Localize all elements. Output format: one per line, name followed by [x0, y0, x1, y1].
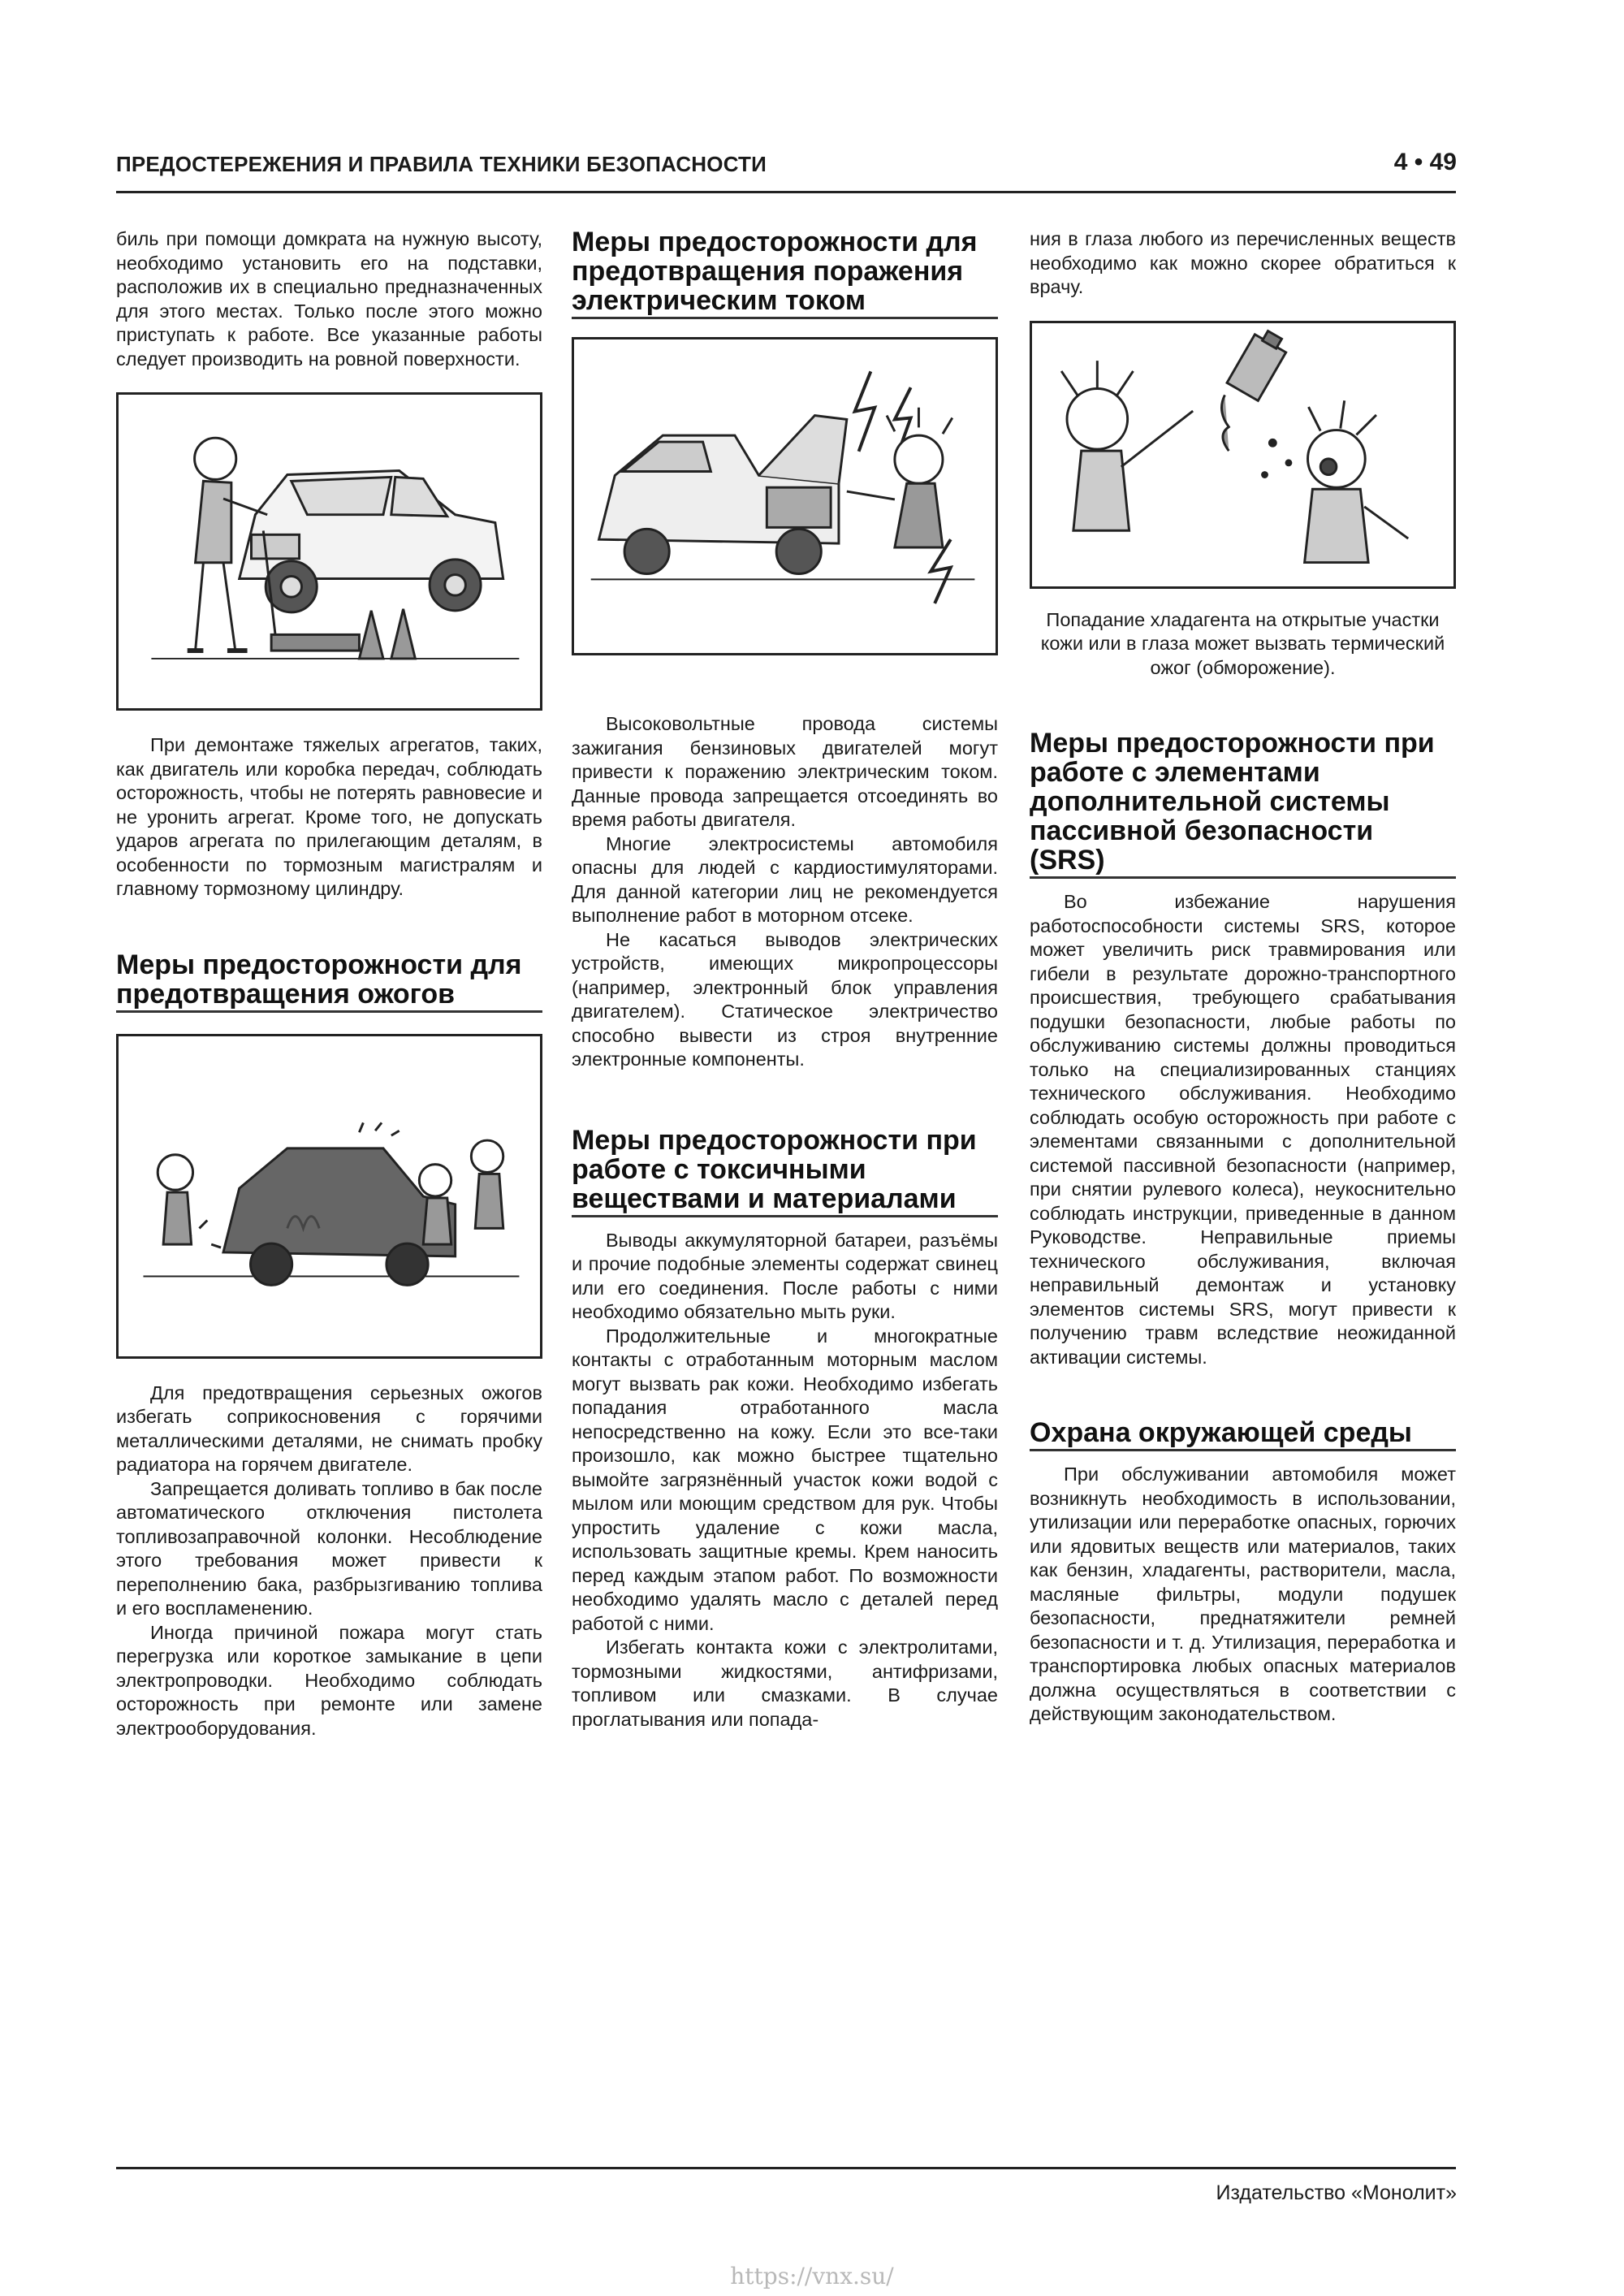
- section-heading: Меры предосторожности при работе с токсичными веществами и материалами: [572, 1126, 998, 1217]
- refrigerant-hazard-illustration: [1032, 323, 1453, 586]
- car-jack-stands-figure: [116, 392, 542, 711]
- paragraph: Продолжительные и многократные контакты с отработанным моторным маслом могут вызвать рак кожи. Необходимо избегать попадания отработанного масла непосредственно на кожу. Если это все-таки произошло, как можно быстрее тщательно вымойте загрязнённый участок кожи водой с мылом или моющим средством для рук. Чтобы упростить удаление с кожи масла, использовать защитные кремы. Крем наносить перед каждым этапом работ. По возможности необходимо удалять масло с деталей перед работой с ними.: [572, 1325, 998, 1634]
- watermark-url: https://vnx.su/: [730, 2263, 894, 2290]
- burns-figure: [116, 1034, 542, 1359]
- column-1: [116, 227, 542, 1740]
- paragraph: Во избежание нарушения работоспособности системы SRS, которое может увеличить риск травмирования или гибели в результате дорожно-транспортного происшествия, требующего срабатывания подушки безопасности, любые работы по обслуживанию системы должны проводиться только на специализированных станциях технического обслуживания. Необходимо соблюдать особую осторожность при работе с элементами связанными с дополнительной системой пассивной безопасности (например, при снятии рулевого колеса), неукоснительно соблюдать инструкции, приведенные в данном Руководстве. Неправильные приемы технического обслуживания, включая неправильный демонтаж и установку элементов системы SRS, могут привести к получению травм вследствие неожиданной активации системы.: [1030, 891, 1456, 1368]
- car-on-jack-stands-illustration: [119, 395, 540, 708]
- section-heading: Меры предосторожности для предотвращения ожогов: [116, 950, 542, 1013]
- paragraph: ния в глаза любого из перечисленных веществ необходимо как можно скорее обратиться к врачу.: [1030, 228, 1456, 297]
- header-divider: [116, 191, 1456, 193]
- paragraph: Не касаться выводов электрических устройств, имеющих микропроцессоры (например, электронный блок управления двигателем). Статическое электричество способно вывести из строя внутренние электронные компоненты.: [572, 928, 998, 1070]
- running-header-title: ПРЕДОСТЕРЕЖЕНИЯ И ПРАВИЛА ТЕХНИКИ БЕЗОПАСНОСТИ: [116, 152, 767, 176]
- electric-shock-illustration: [574, 339, 996, 653]
- paragraph: биль при помощи домкрата на нужную высоту, необходимо установить его на подставки, расположив их в специально предназначенных для этого местах. Только после этого можно приступать к работе. Все указанные работы следует производить на ровной поверхности.: [116, 228, 542, 370]
- paragraph: Высоковольтные провода системы зажигания бензиновых двигателей могут привести к поражению электрическим током. Данные провода запрещается отсоединять во время работы двигателя.: [572, 713, 998, 830]
- paragraph: При демонтаже тяжелых агрегатов, таких, как двигатель или коробка передач, соблюдать осторожность, чтобы не потерять равновесие и не уронить агрегат. Кроме того, не допускать ударов агрегата по прилегающим деталям, в особенности по тормозным магистралям и главному тормозному цилиндру.: [116, 734, 542, 899]
- paragraph: Избегать контакта кожи с электролитами, тормозными жидкостями, антифризами, топливом или смазками. В случае проглатывания или попада-: [572, 1637, 998, 1730]
- publisher-name: Издательство «Монолит»: [1216, 2181, 1457, 2204]
- paragraph: Многие электросистемы автомобиля опасны для людей с кардиостимуляторами. Для данной категории лиц не рекомендуется выполнение работ в моторном отсеке.: [572, 832, 998, 926]
- column-3: [1030, 227, 1456, 1727]
- paragraph: Выводы аккумуляторной батареи, разъёмы и прочие подобные элементы содержат свинец или его соединения. После работы с ними необходимо обязательно мыть руки.: [572, 1229, 998, 1322]
- section-heading: Меры предосторожности при работе с элементами дополнительной системы пассивной безопасности (SRS): [1030, 729, 1456, 879]
- burns-hazard-illustration: [119, 1036, 540, 1356]
- electric-shock-figure: [572, 337, 998, 655]
- footer-divider: [116, 2167, 1456, 2169]
- paragraph: Иногда причиной пожара могут стать перегрузка или короткое замыкание в цепи электропроводки. Необходимо соблюдать осторожность при ремонте или замене электрооборудования.: [116, 1621, 542, 1739]
- section-heading: Меры предосторожности для предотвращения поражения электрическим током: [572, 227, 998, 319]
- figure-caption: Попадание хладагента на открытые участки кожи или в глаза может вызвать термический ожог (обморожение).: [1040, 608, 1445, 678]
- page-number: 4 • 49: [1393, 149, 1457, 175]
- section-heading: Охрана окружающей среды: [1030, 1418, 1456, 1451]
- paragraph: Для предотвращения серьезных ожогов избегать соприкосновения с горячими металлическими деталями, не снимать пробку радиатора на горячем двигателе.: [116, 1381, 542, 1475]
- column-2: [572, 227, 998, 1732]
- paragraph: Запрещается доливать топливо в бак после автоматического отключения пистолета топливозаправочной колонки. Несоблюдение этого требования может привести к переполнению бака, разбрызгиванию топлива и его воспламенению.: [116, 1477, 542, 1619]
- refrigerant-figure: [1030, 321, 1456, 589]
- paragraph: При обслуживании автомобиля может возникнуть необходимость в использовании, утилизации или переработке опасных, горючих или ядовитых веществ или материалов, таких как бензин, хладагенты, растворители, масла, масляные фильтры, модули подушек безопасности, преднатяжители ремней безопасности и т. д. Утилизация, переработка и транспортировка любых опасных материалов должна осуществляться в соответствии с действующим законодательством.: [1030, 1464, 1456, 1724]
